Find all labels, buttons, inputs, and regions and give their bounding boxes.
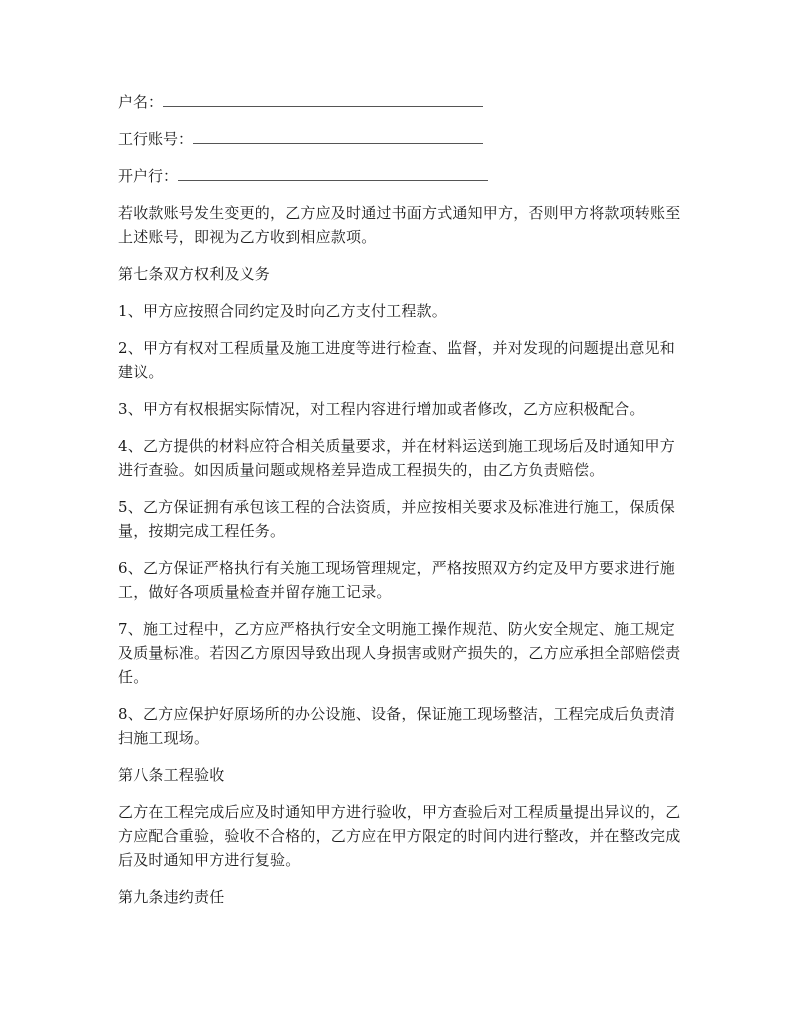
opening-bank-blank xyxy=(178,166,488,181)
article-7-title: 第七条双方权利及义务 xyxy=(118,265,271,283)
article-8-body: 乙方在工程完成后应及时通知甲方进行验收，甲方查验后对工程质量提出异议的，乙方应配合重验，验收不合格的，乙方应在甲方限定的时间内进行整改，并在整改完成后及时通知甲方进行复验。 xyxy=(118,803,681,869)
article-7-item-6: 6、乙方保证严格执行有关施工现场管理规定，严格按照双方约定及甲方要求进行施工，做好各项质量检查并留存施工记录。 xyxy=(118,559,675,601)
account-name-field xyxy=(118,90,688,114)
opening-bank-field xyxy=(118,164,688,188)
article-7-item-5: 5、乙方保证拥有承包该工程的合法资质，并应按相关要求及标准进行施工，保质保量，按期完成工程任务。 xyxy=(118,498,675,540)
article-7-item-1: 1、甲方应按照合同约定及时向乙方支付工程款。 xyxy=(118,302,447,320)
article-7-item-7: 7、施工过程中，乙方应严格执行安全文明施工操作规范、防火安全规定、施工规定及质量标准。若因乙方原因导致出现人身损害或财产损失的，乙方应承担全部赔偿责任。 xyxy=(118,620,681,686)
article-7-item-8: 8、乙方应保护好原场所的办公设施、设备，保证施工现场整洁，工程完成后负责清扫施工现场。 xyxy=(118,705,675,747)
bank-account-field xyxy=(118,127,688,151)
account-change-notice: 若收款账号发生变更的，乙方应及时通过书面方式通知甲方，否则甲方将款项转账至上述账号，即视为乙方收到相应款项。 xyxy=(118,204,681,246)
bank-account-label: 工行账号： xyxy=(118,130,194,148)
article-9-title: 第九条违约责任 xyxy=(118,888,225,906)
account-name-label: 户名： xyxy=(118,93,164,111)
opening-bank-label: 开户行： xyxy=(118,167,179,185)
document-content xyxy=(118,90,688,922)
article-7-item-3: 3、甲方有权根据实际情况，对工程内容进行增加或者修改，乙方应积极配合。 xyxy=(118,400,645,418)
article-7-item-4: 4、乙方提供的材料应符合相关质量要求，并在材料运送到施工现场后及时通知甲方进行查验。如因质量问题或规格差异造成工程损失的，由乙方负责赔偿。 xyxy=(118,437,675,479)
account-name-blank xyxy=(163,92,483,107)
article-8-title: 第八条工程验收 xyxy=(118,766,225,784)
article-7-item-2: 2、甲方有权对工程质量及施工进度等进行检查、监督，并对发现的问题提出意见和建议。 xyxy=(118,339,675,381)
bank-account-blank xyxy=(193,129,483,144)
